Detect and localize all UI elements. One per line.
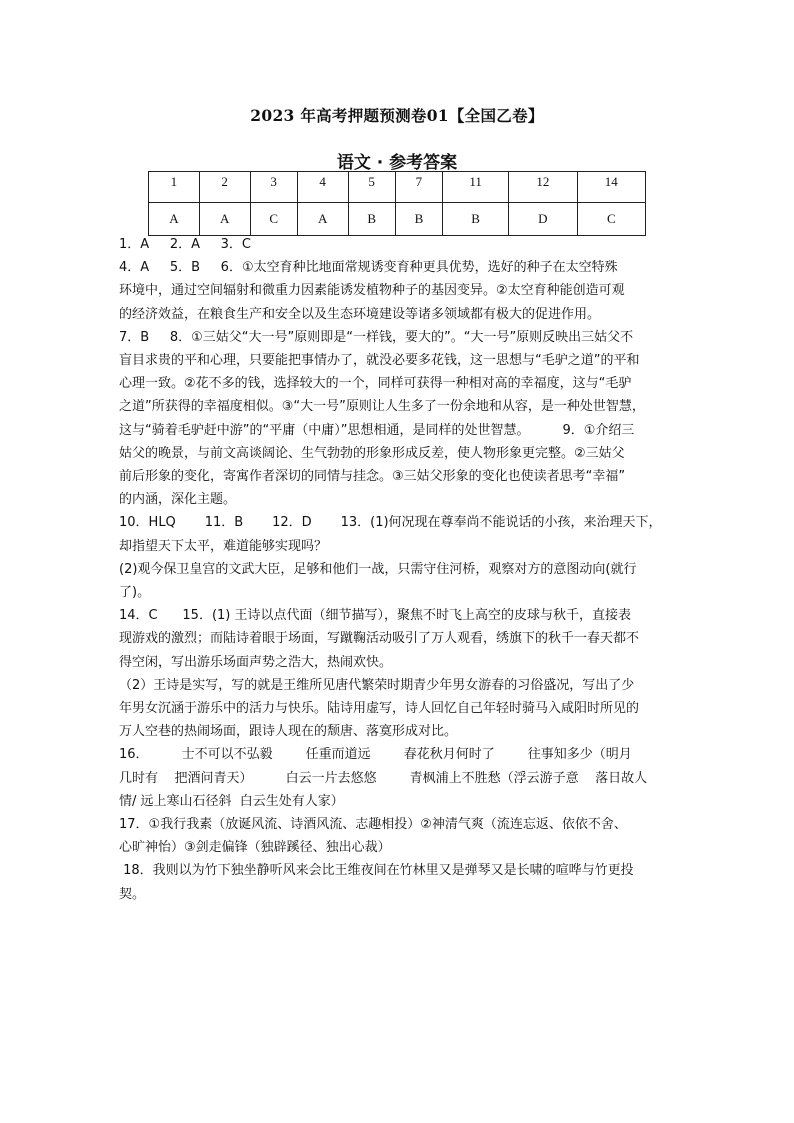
answer-cell: C (250, 203, 297, 236)
question-number-cell: 12 (509, 172, 577, 203)
answer-line: 之道”所获得的幸福度相似。③“大一号”原则让人生多了一份余地和从容，是一种处世智慧， (119, 399, 645, 415)
question-number-cell: 14 (577, 172, 645, 203)
answer-line: 10．HLQ 11．B 12．D 13．(1)何况现在尊奉尚不能说话的小孩，来治理天下， (119, 515, 662, 531)
answer-line: 14．C 15．(1) 王诗以点代面（细节描写），聚焦不时飞上高空的皮球与秋千，直接表 (119, 608, 632, 624)
answer-line: 16． 士不可以不弘毅 任重而道远 春花秋月何时了 往事知多少（明月 (119, 747, 632, 763)
answer-table (148, 171, 646, 236)
answer-line: 4．A 5．B 6．①太空育种比地面常规诱变育种更具优势，选好的种子在太空特殊 (119, 260, 618, 276)
answer-line: 契。 (119, 886, 146, 902)
answer-cell: A (297, 203, 348, 236)
question-number-row (149, 172, 646, 203)
answer-line: 7．B 8．①三姑父“大一号”原则即是“一样钱，要大的”。“大一号”原则反映出三姑父不 (119, 329, 634, 345)
answer-cell: C (577, 203, 645, 236)
answer-line: 盲目求贵的平和心理，只要能把事情办了，就没必要多花钱，这一思想与“毛驴之道”的平和 (119, 353, 640, 369)
answer-line: 几时有 把酒问青天） 白云一片去悠悠 青枫浦上不胜愁（浮云游子意 落日故人 (119, 770, 648, 786)
answer-text-body (119, 233, 679, 906)
answer-cell: B (395, 203, 442, 236)
answer-cell: A (199, 203, 250, 236)
answer-line: 心旷神怡）③剑走偏锋（独辟蹊径、独出心裁） (119, 840, 391, 856)
answer-line: 现游戏的激烈；而陆诗着眼于场面，写蹴鞠活动吸引了万人观看，绣旗下的秋千一春天都不 (119, 631, 640, 647)
answer-line: 环境中，通过空间辐射和微重力因素能诱发植物种子的基因变异。②太空育种能创造可观 (119, 283, 625, 299)
answer-line: 18．我则以为竹下独坐静听风来会比王维夜间在竹林里又是弹琴又是长啸的喧哗与竹更投 (119, 863, 634, 879)
answer-line: 前后形象的变化，寄寓作者深切的同情与挂念。③三姑父形象的变化也使读者思考“幸福” (119, 469, 626, 485)
answer-cell: A (149, 203, 200, 236)
answer-line: 心理一致。②花不多的钱，选择较大的一个，同样可获得一种相对高的幸福度，这与“毛驴 (119, 376, 632, 392)
document-title: 2023 年高考押题预测卷01【全国乙卷】 (250, 106, 544, 125)
answer-line: 情/ 远上寒山石径斜 白云生处有人家） (119, 793, 344, 809)
question-number-cell: 7 (395, 172, 442, 203)
answer-line: 却指望天下太平，难道能够实现吗？ (119, 538, 328, 554)
answer-cell: B (443, 203, 509, 236)
answer-line: 了)。 (119, 585, 151, 601)
answer-line: 的内涵，深化主题。 (119, 492, 237, 508)
answer-row (149, 203, 646, 236)
question-number-cell: 1 (149, 172, 200, 203)
document-subtitle: 语文 · 参考答案 (336, 153, 458, 173)
answer-line: 的经济效益，在粮食生产和安全以及生态环境建设等诸多领域都有极大的促进作用。 (119, 306, 601, 322)
question-number-cell: 3 (250, 172, 297, 203)
question-number-cell: 5 (348, 172, 395, 203)
answer-cell: D (509, 203, 577, 236)
answer-line: 这与“骑着毛驴赶中游”的“平庸（中庸）”思想相通，是同样的处世智慧。 9．①介绍三 (119, 422, 635, 438)
answer-line: 17．①我行我素（放诞风流、诗酒风流、志趣相投）②神清气爽（流连忘返、依依不舍、 (119, 817, 627, 833)
answer-cell: B (348, 203, 395, 236)
answer-line: 1．A 2．A 3．C (119, 237, 251, 252)
answer-line: 得空闲，写出游乐场面声势之浩大，热闹欢快。 (119, 654, 393, 670)
answer-line: 万人空巷的热闹场面，跟诗人现在的颓唐、落寞形成对比。 (119, 724, 458, 740)
answer-line: 年男女沉涵于游乐中的活力与快乐。陆诗用虚写，诗人回忆自己年轻时骑马入咸阳时所见的 (119, 701, 640, 717)
question-number-cell: 11 (443, 172, 509, 203)
question-number-cell: 2 (199, 172, 250, 203)
answer-line: （2）王诗是实写，写的就是王维所见唐代繁荣时期青少年男女游春的习俗盛况，写出了少 (119, 677, 635, 693)
answer-line: (2)观今保卫皇宫的文武大臣，足够和他们一战，只需守住河桥，观察对方的意图动向(就行 (119, 561, 637, 577)
question-number-cell: 4 (297, 172, 348, 203)
answer-line: 姑父的晚景，与前文高谈阔论、生气勃勃的形象形成反差，使人物形象更完整。②三姑父 (119, 445, 625, 461)
